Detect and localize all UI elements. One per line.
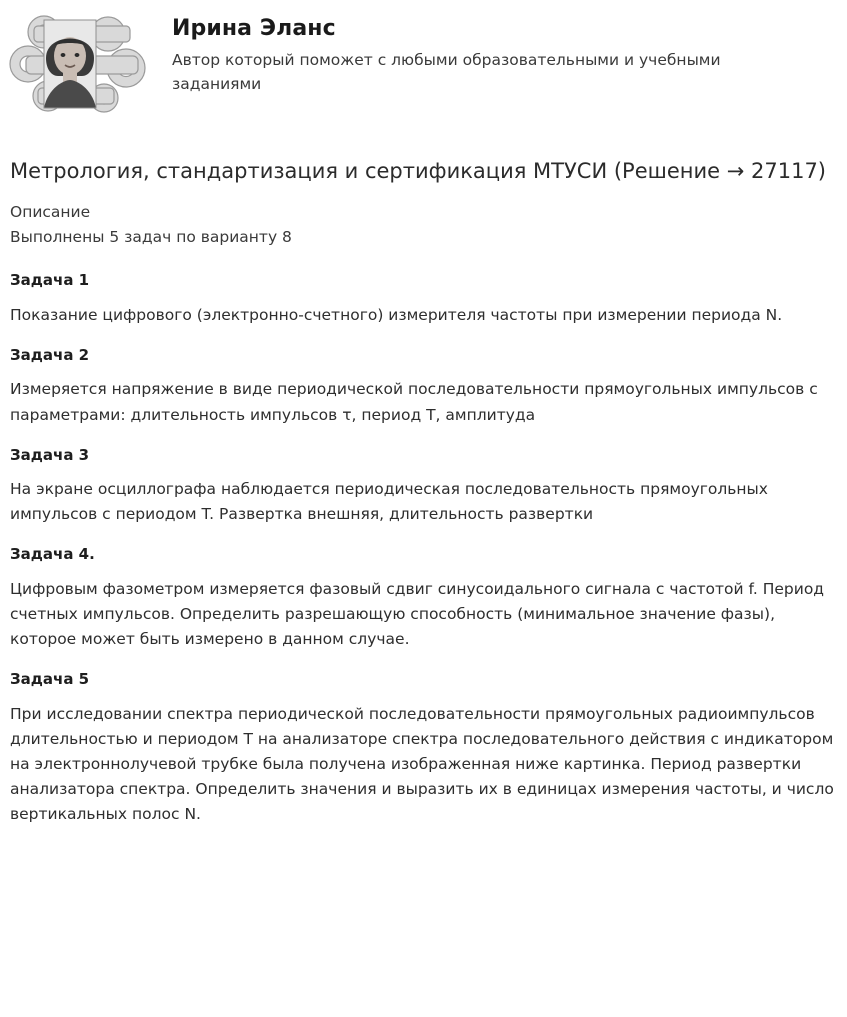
avatar-image [8,12,156,116]
description-block [10,200,837,250]
task-heading: Задача 1 [10,271,90,290]
author-header [8,10,839,116]
page-title: Метрология, стандартизация и сертификация МТУСИ (Решение → 27117) [10,159,826,183]
task-item [10,271,837,328]
author-name: Ирина Эланс [172,16,336,41]
avatar [8,12,156,116]
author-description: Автор который поможет с любыми образовательными и учебными заданиями [172,51,721,94]
task-body: Цифровым фазометром измеряется фазовый сдвиг синусоидального сигнала с частотой f. Период счетных импульсов. Определить разрешающую способность (минимальное значение фазы), которое может быть измерено в данном случае. [10,579,825,649]
task-item [10,346,837,428]
document-body [8,158,839,827]
description-label: Описание [10,202,91,221]
task-item [10,545,837,652]
task-item [10,446,837,528]
author-info [172,12,762,96]
task-heading: Задача 2 [10,345,90,364]
task-body: При исследовании спектра периодической последовательности прямоугольных радиоимпульсов длительностью и периодом T на анализаторе спектра последовательного действия с индикатором на электроннолучевой трубке была получена изображенная ниже картинка. Период развертки анализатора спектра. Определить значения и выразить их в единицах измерения частоты, и число вертикальных полос N. [10,704,834,824]
task-heading: Задача 3 [10,445,90,464]
task-heading: Задача 4. [10,545,95,564]
task-heading: Задача 5 [10,670,90,689]
description-summary: Выполнены 5 задач по варианту 8 [10,227,292,246]
task-item [10,670,837,827]
task-body: Показание цифрового (электронно-счетного) измерителя частоты при измерении периода N. [10,305,783,324]
task-body: На экране осциллографа наблюдается периодическая последовательность прямоугольных импульсов с периодом T. Развертка внешняя, длительность развертки [10,480,768,524]
task-body: Измеряется напряжение в виде периодической последовательности прямоугольных импульсов с параметрами: длительность импульсов τ, период T, амплитуда [10,380,818,424]
